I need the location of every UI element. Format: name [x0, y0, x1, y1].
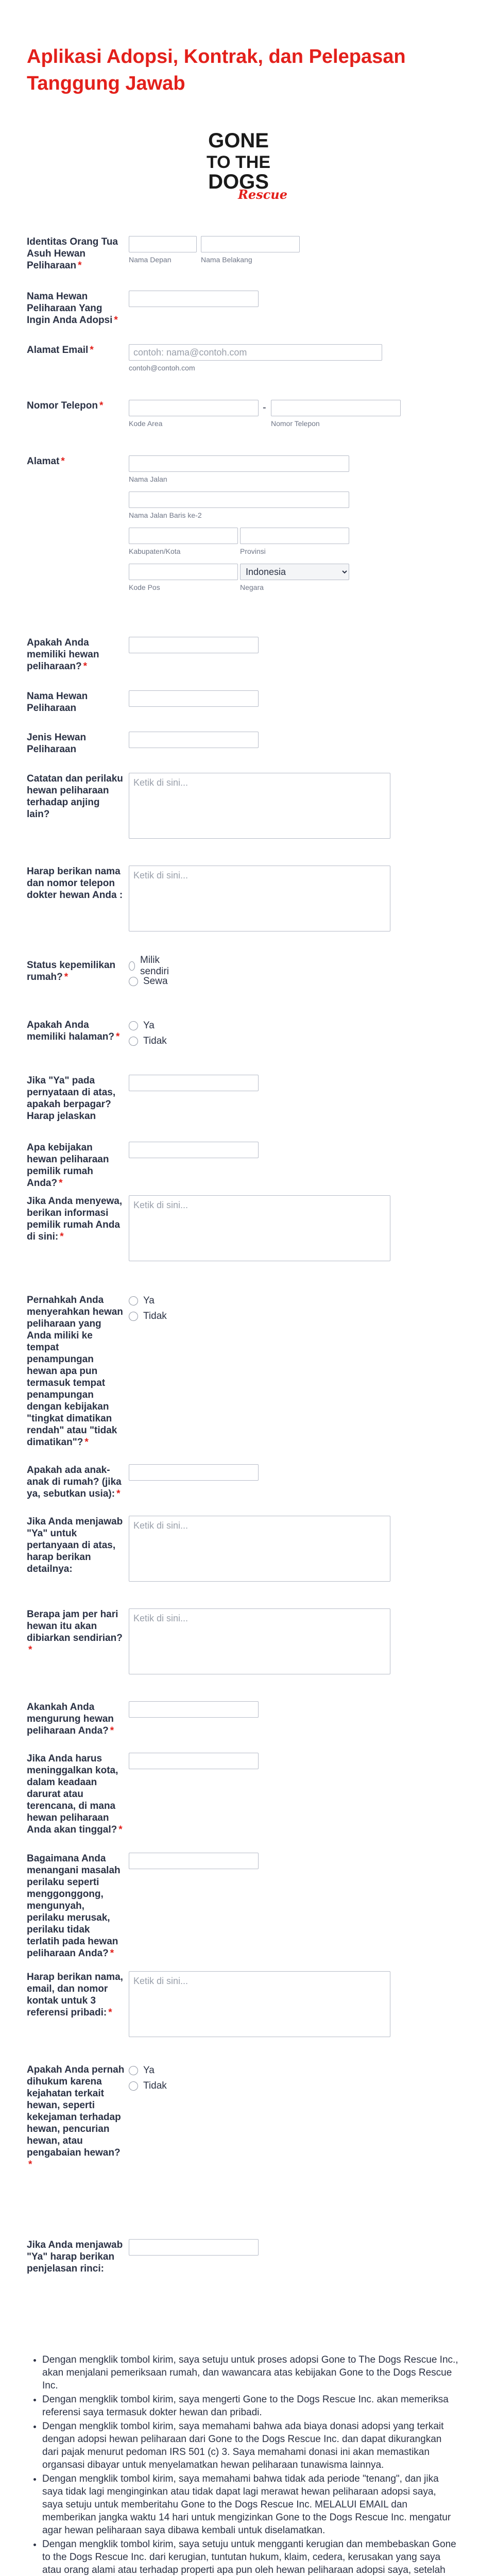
convicted-label: Apakah Anda pernah dihukum karena kejahatan terkait hewan, seperti kekejaman terhadap hewan, pencurian hewan, atau pengabaian hewan?*	[27, 2064, 125, 2170]
phone-area-input[interactable]	[129, 400, 259, 416]
convicted-option-no[interactable]: Tidak	[129, 2079, 167, 2093]
province-sub: Provinsi	[240, 547, 266, 555]
has-yard-label: Apakah Anda memiliki halaman? *	[27, 1020, 120, 1042]
hours-alone-textarea[interactable]	[129, 1608, 390, 1674]
surrendered-label: Pernahkah Anda menyerahkan hewan peliharaan yang Anda miliki ke tempat penampungan hewan apa pun termasuk tempat penampungan dengan kebijakan "tingkat dimatikan rendah" atau "tidak dimatikan"? *	[27, 1295, 123, 1448]
country-select[interactable]	[240, 564, 349, 580]
gone-to-the-dogs-logo	[195, 125, 288, 202]
surrendered-option-no[interactable]: Tidak	[129, 1310, 167, 1323]
terms-item: • Dengan mengklik tombol kirim, saya setuju untuk proses adopsi Gone to The Dogs Rescue Inc., akan menjalani pemeriksaan rumah, dan wawancara atas kebijakan Gone to the Dogs Rescue Inc.	[42, 2353, 459, 2392]
bite-record-textarea[interactable]	[129, 773, 390, 839]
vet-info-textarea[interactable]	[129, 866, 390, 931]
home-status-option-rent[interactable]: Sewa	[129, 975, 168, 988]
has-yard-option-yes[interactable]: Ya	[129, 1019, 155, 1032]
street-input[interactable]	[129, 455, 349, 472]
terms-item: • Dengan mengklik tombol kirim, saya memahami bahwa tidak ada periode "tenang", dan jika saya tidak lagi menginginkan atau tidak dapat lagi merawat hewan peliharaan adopsi saya, saya setuju untuk memberitahu Gone to the Dogs Rescue Inc. MELALUI EMAIL dan memberikan jangka waktu 14 hari untuk mengizinkan Gone to the Dogs Rescue Inc. mengatur agar hewan peliharaan saya dibawa kembali untuk diselamatkan.	[42, 2472, 459, 2537]
rent-info-textarea[interactable]	[129, 1195, 390, 1261]
children-input[interactable]	[129, 1464, 259, 1481]
terms-item: • Dengan mengklik tombol kirim, saya mengerti Gone to the Dogs Rescue Inc. akan memeriksa referensi saya termasuk dokter hewan dan pribadi.	[42, 2393, 459, 2419]
yard-explain-input[interactable]	[129, 1075, 259, 1091]
street2-sub: Nama Jalan Baris ke-2	[129, 511, 202, 519]
vet-info-label: Harap berikan nama dan nomor telepon dokter hewan Anda :	[27, 866, 123, 901]
radio-circle[interactable]	[129, 1296, 138, 1306]
behavior-handling-input[interactable]	[129, 1853, 259, 1869]
pet-name-input[interactable]	[129, 291, 259, 307]
phone-number-input[interactable]	[271, 400, 401, 416]
province-input[interactable]	[240, 528, 349, 544]
email-label: Alamat Email *	[27, 345, 94, 355]
address-label: Alamat *	[27, 456, 65, 467]
radio-circle[interactable]	[129, 961, 135, 971]
landlord-policy-input[interactable]	[129, 1142, 259, 1158]
first-name-input[interactable]	[129, 236, 197, 252]
terms-item: • Dengan mengklik tombol kirim, saya memahami bahwa ada biaya donasi adopsi yang terkait dengan adopsi hewan peliharaan dari Gone to the Dogs Rescue Inc. dan dapat dikurangkan dari pajak menurut pedoman IRS 501 (c) 3. Saya memahami donasi ini akan memastikan organsasi dibayar untuk menyelamatkan hewan peliharaan tunawisma lainnya.	[42, 2420, 459, 2471]
home-status-option-own[interactable]: Milik sendiri	[129, 959, 172, 973]
moving-label: Jika Anda harus meninggalkan kota, dalam keadaan darurat atau terencana, di mana hewan peliharaan Anda akan tinggal? *	[27, 1753, 123, 1835]
convicted-explain-input[interactable]	[129, 2239, 259, 2256]
has-pet-label: Apakah Anda memiliki hewan peliharaan? *	[27, 637, 99, 672]
pet-name-now-input[interactable]	[129, 690, 259, 707]
form-title: Aplikasi Adopsi, Kontrak, dan Pelepasan Tanggung Jawab	[27, 46, 406, 94]
hours-alone-label: Berapa jam per hari hewan itu akan dibiarkan sendirian?*	[27, 1609, 123, 1655]
phone-area-sub: Kode Area	[129, 419, 163, 428]
rent-info-label: Jika Anda menyewa, berikan informasi pemilik rumah Anda di sini: *	[27, 1196, 123, 1242]
pet-type-input[interactable]	[129, 732, 259, 748]
will-crate-input[interactable]	[129, 1701, 259, 1718]
pet-type-label: Jenis Hewan Peliharaan	[27, 732, 87, 755]
convicted-explain-label: Jika Anda menjawab "Ya" harap berikan penjelasan rinci:	[27, 2240, 123, 2274]
street-sub: Nama Jalan	[129, 475, 167, 483]
moving-input[interactable]	[129, 1753, 259, 1769]
yard-explain-label: Jika "Ya" pada pernyataan di atas, apakah berpagar? Harap jelaskan	[27, 1075, 116, 1122]
has-pet-input[interactable]	[129, 637, 259, 653]
bite-record-label: Catatan dan perilaku hewan peliharaan terhadap anjing lain?	[27, 773, 123, 820]
last-name-input[interactable]	[201, 236, 300, 252]
radio-circle[interactable]	[129, 1037, 138, 1046]
city-input[interactable]	[129, 528, 238, 544]
logo-script: Rescue	[237, 187, 288, 202]
terms-item: • Dengan mengklik tombol kirim, saya setuju untuk mengganti kerugian dan membebaskan Gone to the Dogs Rescue Inc. dari kerugian, tuntutan hukum, klaim, cedera, kerusakan yang saya atau orang alami atau terhadap properti apa pun oleh hewan peliharaan adopsi saya, setelah	[42, 2538, 459, 2576]
references-label: Harap berikan nama, email, dan nomor kontak untuk 3 referensi pribadi: *	[27, 1972, 123, 2018]
email-sub: contoh@contoh.com	[129, 364, 195, 372]
references-textarea[interactable]	[129, 1971, 390, 2037]
first-name-sub: Nama Depan	[129, 256, 172, 264]
logo-line2: TO THE	[206, 152, 271, 172]
street2-input[interactable]	[129, 492, 349, 508]
convicted-option-yes[interactable]: Ya	[129, 2064, 155, 2077]
radio-circle[interactable]	[129, 1021, 138, 1030]
radio-circle[interactable]	[129, 2066, 138, 2075]
phone-number-sub: Nomor Telepon	[271, 419, 320, 428]
children-explain-textarea[interactable]	[129, 1516, 390, 1582]
children-label: Apakah ada anak-anak di rumah? (jika ya, sebutkan usia): *	[27, 1465, 122, 1499]
children-explain-label: Jika Anda menjawab "Ya" untuk pertanyaan di atas, harap berikan detailnya:	[27, 1516, 123, 1574]
home-status-label: Status kepemilikan rumah? *	[27, 960, 116, 982]
pet-name-now-label: Nama Hewan Peliharaan	[27, 691, 88, 714]
behavior-handling-label: Bagaimana Anda menangani masalah perilaku seperti menggonggong, mengunyah, perilaku merusak, perilaku tidak terlatih pada hewan peliharaan Anda? *	[27, 1853, 121, 1959]
landlord-policy-label: Apa kebijakan hewan peliharaan pemilik rumah Anda? *	[27, 1142, 109, 1189]
phone-dash: -	[263, 402, 266, 413]
logo-line1: GONE	[208, 129, 269, 152]
terms-list	[27, 2353, 459, 2576]
city-sub: Kabupaten/Kota	[129, 547, 181, 555]
country-sub: Negara	[240, 583, 264, 591]
postal-input[interactable]	[129, 564, 238, 580]
radio-circle[interactable]	[129, 1312, 138, 1321]
will-crate-label: Akankah Anda mengurung hewan peliharaan Anda? *	[27, 1702, 114, 1736]
has-yard-option-no[interactable]: Tidak	[129, 1035, 167, 1048]
owner-name-label: Identitas Orang Tua Asuh Hewan Peliharaan *	[27, 236, 118, 271]
radio-circle[interactable]	[129, 977, 138, 986]
radio-circle[interactable]	[129, 2081, 138, 2091]
email-input[interactable]	[129, 344, 382, 361]
pet-name-label: Nama Hewan Peliharaan Yang Ingin Anda Adopsi *	[27, 291, 118, 326]
postal-sub: Kode Pos	[129, 583, 160, 591]
last-name-sub: Nama Belakang	[201, 256, 252, 264]
phone-label: Nomor Telepon *	[27, 400, 104, 411]
logo-line3: DOGS	[208, 171, 269, 193]
surrendered-option-yes[interactable]: Ya	[129, 1294, 155, 1308]
